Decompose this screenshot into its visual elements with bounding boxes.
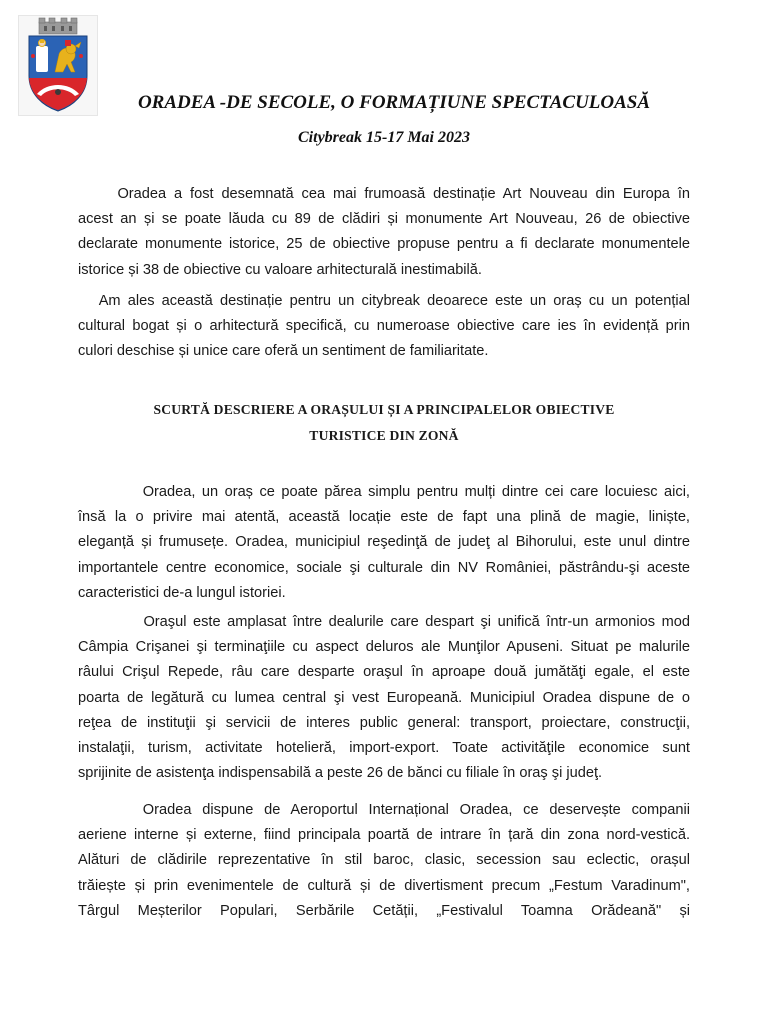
text-line: cultural bogat și o arhitectură specifică, cu numeroase obiective care ies în evidență prin xyxy=(78,318,690,335)
text-line: culori deschise și unice care oferă un sentiment de familiaritate. xyxy=(78,343,489,360)
text-line: sprijinite de asistenţa indispensabilă a peste 26 de bănci cu filiale în oraş şi judeţ. xyxy=(78,765,603,782)
text-line: Oradea a fost desemnată cea mai frumoasă destinație Art Nouveau din Europa în xyxy=(78,186,690,202)
text-line: Alături de clădirile reprezentative în stil baroc, clasic, secession sau eclectic, orașul xyxy=(78,852,690,869)
text-line: Am ales această destinație pentru un citybreak deoarece este un oraș cu un potențial xyxy=(78,293,690,309)
text-line: însă la o privire mai atentă, această locație este de fapt una plină de magie, liniște, xyxy=(78,509,690,526)
text-line: Oradea dispune de Aeroportul Internațional Oradea, ce deservește companii xyxy=(78,802,690,818)
text-line: Câmpia Crişanei şi terminaţiile cu aspect deluros ale Munţilor Apuseni. Situat pe malurile xyxy=(78,639,690,656)
text-line: aeriene interne și externe, fiind principala poartă de intrare în țară din zona nord-vestică. xyxy=(78,827,690,844)
page-title: ORADEA -DE SECOLE, O FORMAȚIUNE SPECTACULOASĂ xyxy=(137,92,651,113)
text-line: Oradea, un oraș ce poate părea simplu pentru mulți dintre cei care locuiesc aici, xyxy=(78,484,690,500)
text-line: acest an și se poate lăuda cu 89 de clădiri și monumente Art Nouveau, 26 de obiective xyxy=(78,211,690,228)
section-heading-line-1: SCURTĂ DESCRIERE A ORAȘULUI ȘI A PRINCIPALELOR OBIECTIVE xyxy=(153,402,615,417)
section-heading xyxy=(0,397,768,449)
text-line: caracteristici de-a lungul istoriei. xyxy=(78,584,286,601)
text-line: eleganță și frumusețe. Oradea, municipiul reşedinţă de judeţ al Bihorului, este unul dintre xyxy=(78,534,690,551)
intro-paragraph-2 xyxy=(78,289,690,365)
description-paragraph-1 xyxy=(78,480,690,606)
text-line: declarate monumente istorice, 25 de obiective propuse pentru a fi declarate monumentele xyxy=(78,236,690,253)
page-subtitle: Citybreak 15-17 Mai 2023 xyxy=(298,129,470,146)
description-paragraph-2 xyxy=(78,610,690,786)
intro-paragraph-1 xyxy=(78,182,690,283)
text-line: poarta de legătură cu lumea central şi vest Europeană. Municipiul Oradea dispune de o xyxy=(78,689,690,706)
text-line: instalaţii, turism, activitate hotelieră, import-export. Toate activităţile economice sunt xyxy=(78,740,690,757)
text-line: Oraşul este amplasat între dealurile care despart şi unifică într-un armonios mod xyxy=(78,614,690,630)
text-line: istorice și 38 de obiective cu valoare arhitecturală inestimabilă. xyxy=(78,261,482,278)
section-heading-line-2: TURISTICE DIN ZONĂ xyxy=(309,428,459,443)
text-line: râului Crişul Repede, râu care desparte oraşul în aproape două jumătăţi egale, el este xyxy=(78,664,690,681)
text-line: importantele centre economice, sociale şi culturale din NV României, păstrându-şi aceste xyxy=(78,559,690,576)
text-line: Târgul Meșterilor Populari, Serbările Cetății, „Festivalul Toamna Orădeană" și xyxy=(78,902,690,919)
text-line: trăiește și prin evenimentele de cultură și de divertisment precum „Festum Varadinum", xyxy=(78,877,690,894)
text-line: reţea de instituţii şi servicii de interes public general: transport, proiectare, construcţii, xyxy=(78,714,690,731)
description-paragraph-3 xyxy=(78,798,690,924)
